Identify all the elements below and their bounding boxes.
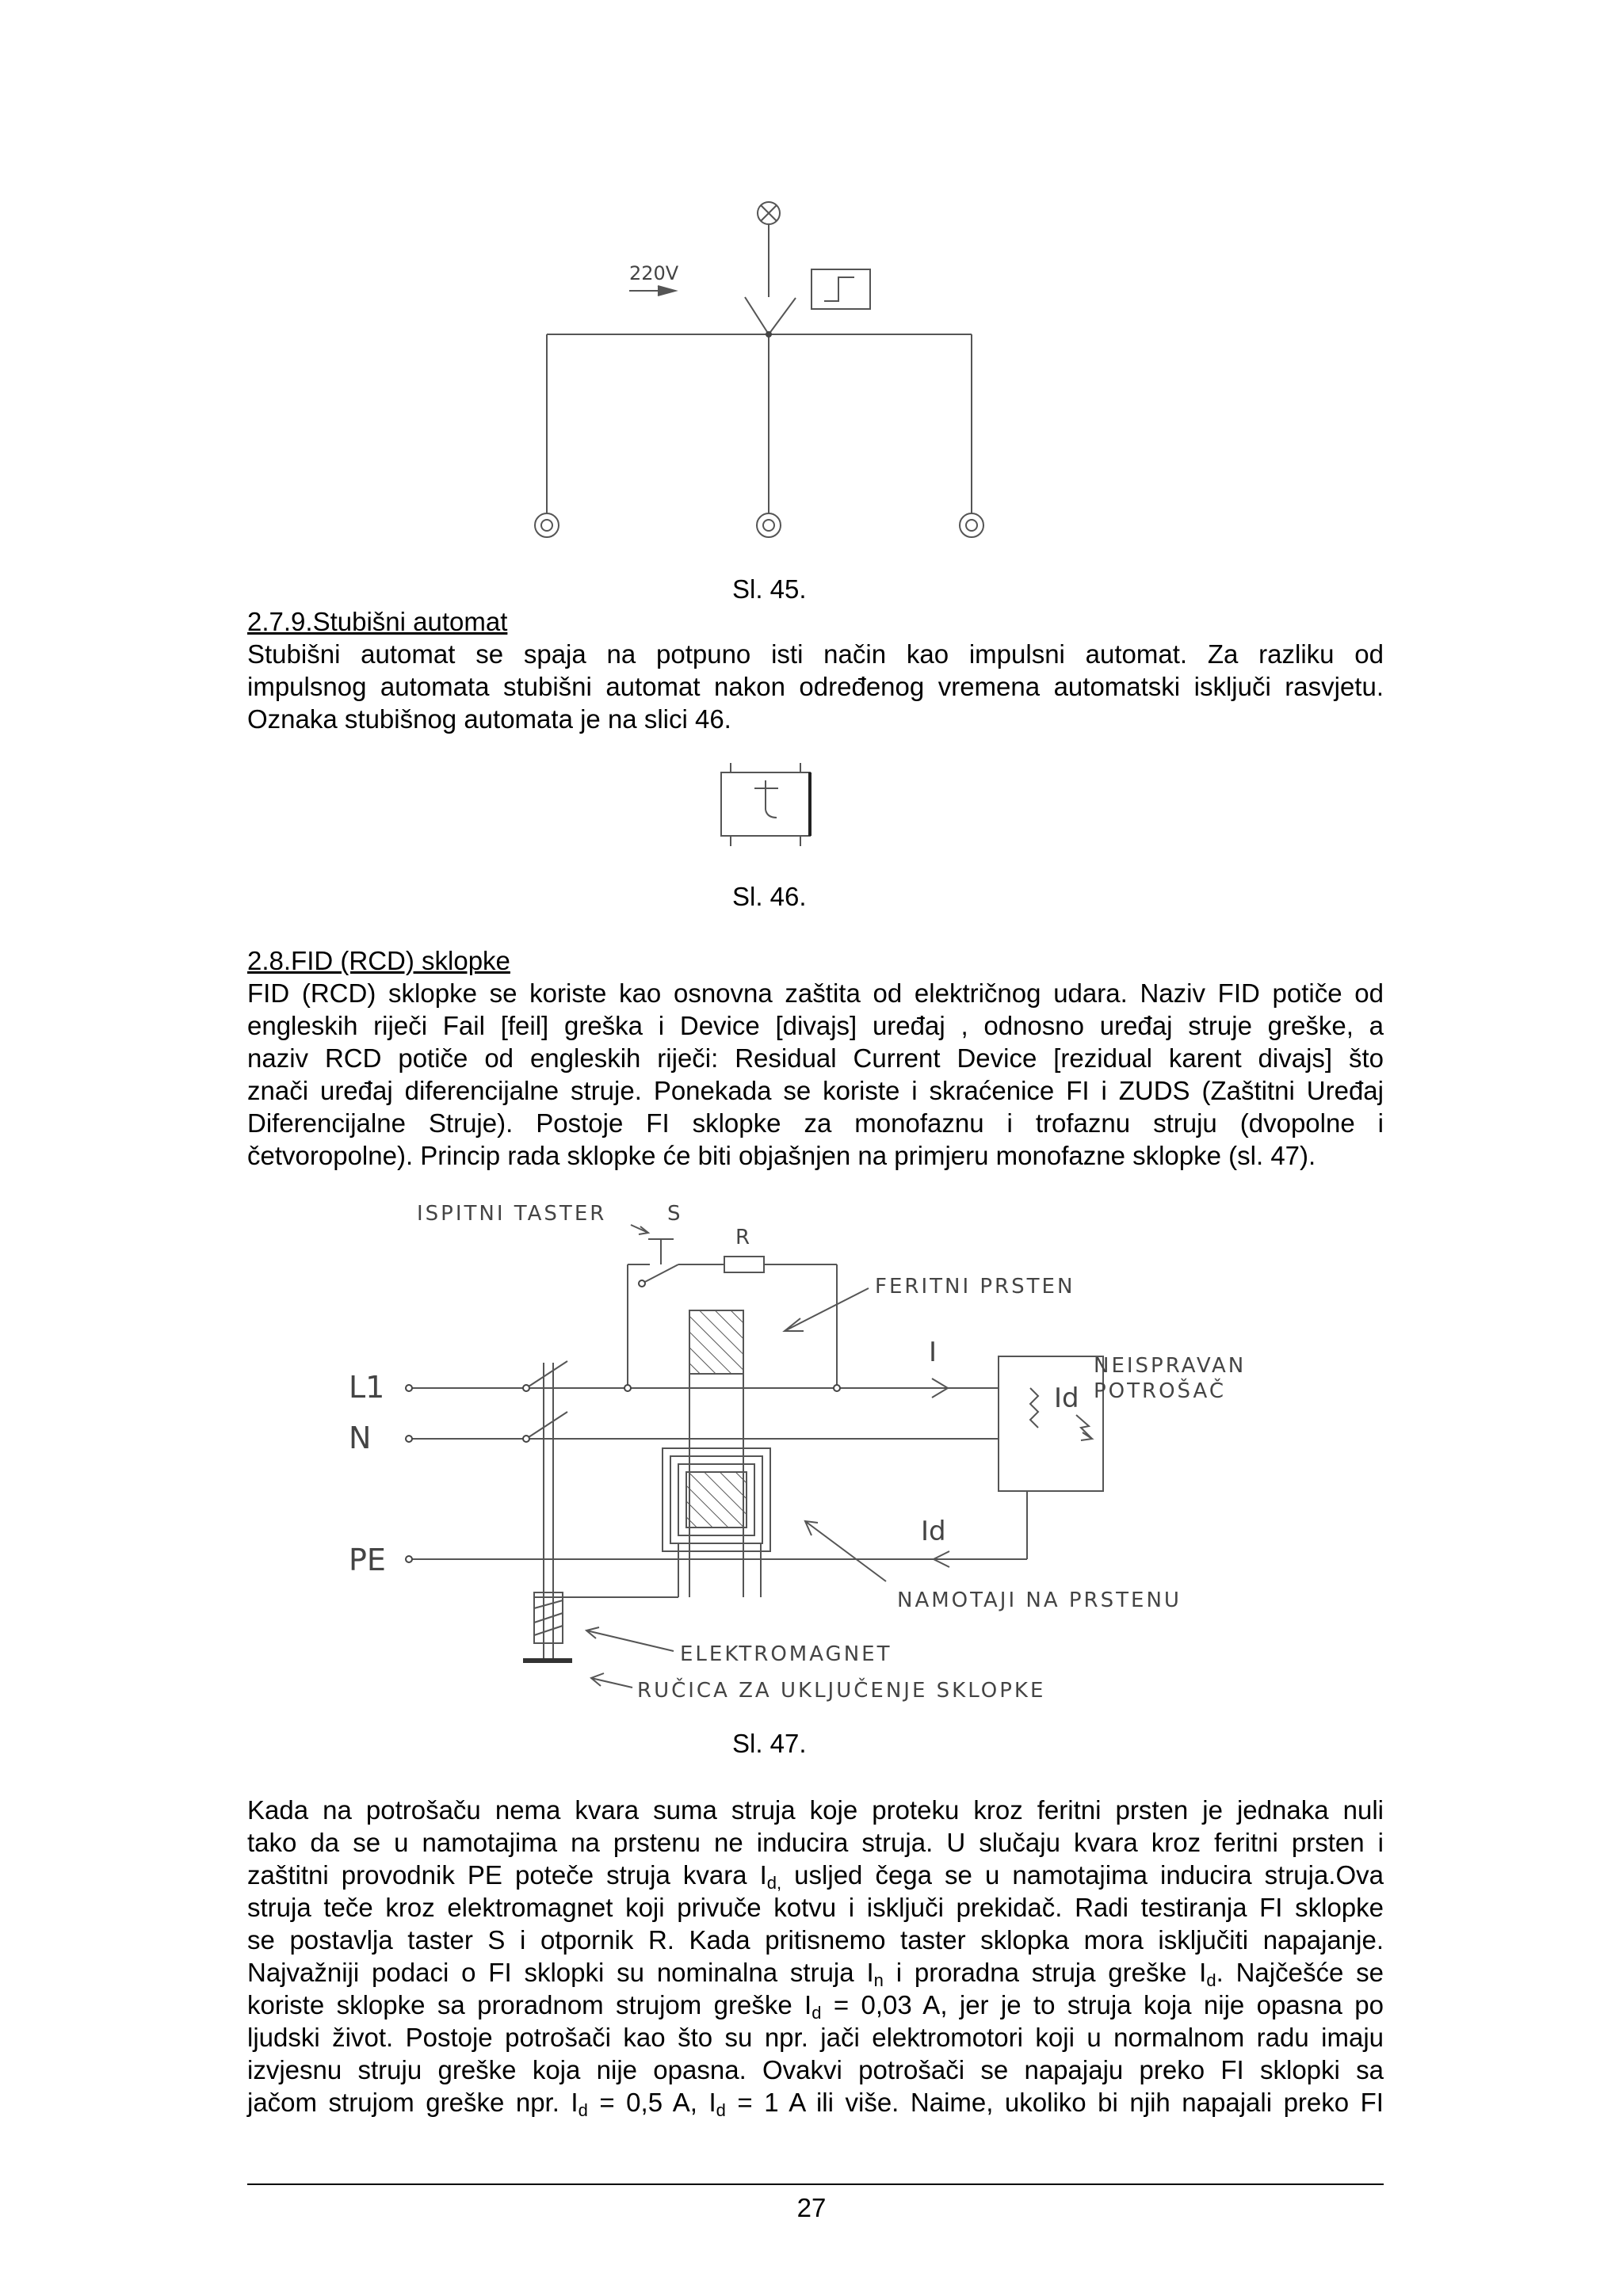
text-run: Kada na potrošaču nema kvara suma struja koje proteku kroz feritni prsten je jednaka nuli bbox=[247, 1795, 1384, 1825]
paragraph-line bbox=[247, 1859, 1384, 1891]
paragraph-line bbox=[247, 2021, 1384, 2054]
label-ferrite-ring: FERITNI PRSTEN bbox=[875, 1275, 1075, 1299]
label-n: N bbox=[349, 1421, 372, 1455]
paragraph-line bbox=[247, 2086, 1384, 2119]
text-run: = 1 A ili više. Naime, ukoliko bi njih napajali preko FI bbox=[725, 2088, 1384, 2117]
paragraph-line: Oznaka stubišnog automata je na slici 46. bbox=[247, 704, 731, 734]
text-run: jačom strujom greške npr. I bbox=[247, 2088, 579, 2117]
paragraph-line: Diferencijalne Struje). Postoje FI sklopke za monofaznu i trofaznu struju (dvopolne i bbox=[247, 1108, 1384, 1138]
paragraph-line bbox=[247, 1794, 1384, 1826]
label-r: R bbox=[735, 1226, 750, 1249]
text-run: izvjesnu struju greške koja nije opasna. Ovakvi potrošači se napajaju preko FI sklopki sa bbox=[247, 2055, 1384, 2084]
voltage-label: 220V bbox=[629, 262, 679, 284]
label-id-return: Id bbox=[921, 1516, 946, 1547]
text-run: ljudski život. Postoje potrošači kao što su npr. jači elektromotori koji u normalnom radu imaju bbox=[247, 2023, 1384, 2052]
subscript: d bbox=[812, 2003, 822, 2023]
text-run: . Najčešće se bbox=[1216, 1958, 1384, 1987]
page-number: 27 bbox=[796, 2193, 827, 2222]
body-paragraph bbox=[247, 1794, 1384, 2119]
subscript: d bbox=[578, 2100, 588, 2120]
paragraph-line: engleskih riječi Fail [feil] greška i Device [divajs] uređaj , odnosno uređaj struje greške, a bbox=[247, 1011, 1384, 1040]
label-current-i: I bbox=[929, 1337, 938, 1368]
figure-45-caption: Sl. 45. bbox=[732, 574, 807, 604]
subscript: d bbox=[716, 2100, 726, 2120]
label-faulty-load-line1: NEISPRAVAN bbox=[1094, 1354, 1247, 1378]
text-run: = 0,5 A, I bbox=[587, 2088, 716, 2117]
text-run: Najvažniji podaci o FI sklopki su nominalna struja I bbox=[247, 1958, 874, 1987]
subscript: d, bbox=[766, 1873, 782, 1893]
subscript: n bbox=[873, 1970, 884, 1990]
paragraph-line bbox=[247, 1891, 1384, 1924]
subscript: d bbox=[1206, 1970, 1216, 1990]
figure-47-caption: Sl. 47. bbox=[732, 1729, 807, 1758]
figure-46-caption: Sl. 46. bbox=[732, 882, 807, 911]
text-run: struja teče kroz elektromagnet koji privuče kotvu i isključi prekidač. Radi testiranja FI sklopke bbox=[247, 1893, 1384, 1922]
label-handle: RUČICA ZA UKLJUČENJE SKLOPKE bbox=[637, 1679, 1046, 1703]
paragraph-line: četvoropolne). Princip rada sklopke će biti objašnjen na primjeru monofazne sklopke (sl. 47). bbox=[247, 1141, 1316, 1170]
text-run: i proradna struja greške I bbox=[883, 1958, 1207, 1987]
paragraph-line: znači uređaj diferencijalne struje. Ponekada se koriste i skraćenice FI i ZUDS (Zaštitni Uređaj bbox=[247, 1076, 1384, 1105]
paragraph-line: Stubišni automat se spaja na potpuno isti način kao impulsni automat. Za razliku od bbox=[247, 639, 1384, 669]
label-electromagnet: ELEKTROMAGNET bbox=[680, 1642, 892, 1666]
label-test-button: ISPITNI TASTER bbox=[417, 1202, 607, 1226]
symbol-t-label: t bbox=[0, 0, 1, 1]
text-run: tako da se u namotajima na prstenu ne inducira struja. U slučaju kvara kroz feritni prsten i bbox=[247, 1828, 1384, 1857]
text-run: koriste sklopke sa proradnom strujom greške I bbox=[247, 1990, 812, 2019]
paragraph-line: FID (RCD) sklopke se koriste kao osnovna zaštita od električnog udara. Naziv FID potiče od bbox=[247, 978, 1384, 1008]
label-l1: L1 bbox=[349, 1370, 385, 1405]
label-windings: NAMOTAJI NA PRSTENU bbox=[897, 1589, 1182, 1612]
paragraph-line bbox=[247, 1989, 1384, 2021]
paragraph-line bbox=[247, 1826, 1384, 1859]
label-id-load: Id bbox=[1054, 1383, 1079, 1414]
label-s: S bbox=[667, 1202, 681, 1226]
paragraph-line: impulsnog automata stubišni automat nakon određenog vremena automatski isključi rasvjetu. bbox=[247, 672, 1384, 701]
text-run: zaštitni provodnik PE poteče struja kvara I bbox=[247, 1860, 767, 1890]
paragraph-line bbox=[247, 1956, 1384, 1989]
label-pe: PE bbox=[349, 1543, 386, 1577]
paragraph-line bbox=[247, 1924, 1384, 1956]
text-run: se postavlja taster S i otpornik R. Kada pritisnemo taster sklopka mora isključiti napajanje. bbox=[247, 1925, 1384, 1955]
label-faulty-load-line2: POTROŠAČ bbox=[1094, 1379, 1227, 1403]
footer-rule bbox=[247, 2183, 1384, 2185]
text-run: usljed čega se u namotajima inducira struja.Ova bbox=[781, 1860, 1384, 1890]
text-run: = 0,03 A, jer je to struja koja nije opasna po bbox=[821, 1990, 1384, 2019]
paragraph-line: naziv RCD potiče od engleskih riječi: Residual Current Device [rezidual karent divajs] što bbox=[247, 1043, 1384, 1073]
section-heading-stubisni-automat: 2.7.9.Stubišni automat bbox=[247, 607, 508, 636]
paragraph-line bbox=[247, 2054, 1384, 2086]
section-heading-fid-rcd: 2.8.FID (RCD) sklopke bbox=[247, 946, 510, 975]
